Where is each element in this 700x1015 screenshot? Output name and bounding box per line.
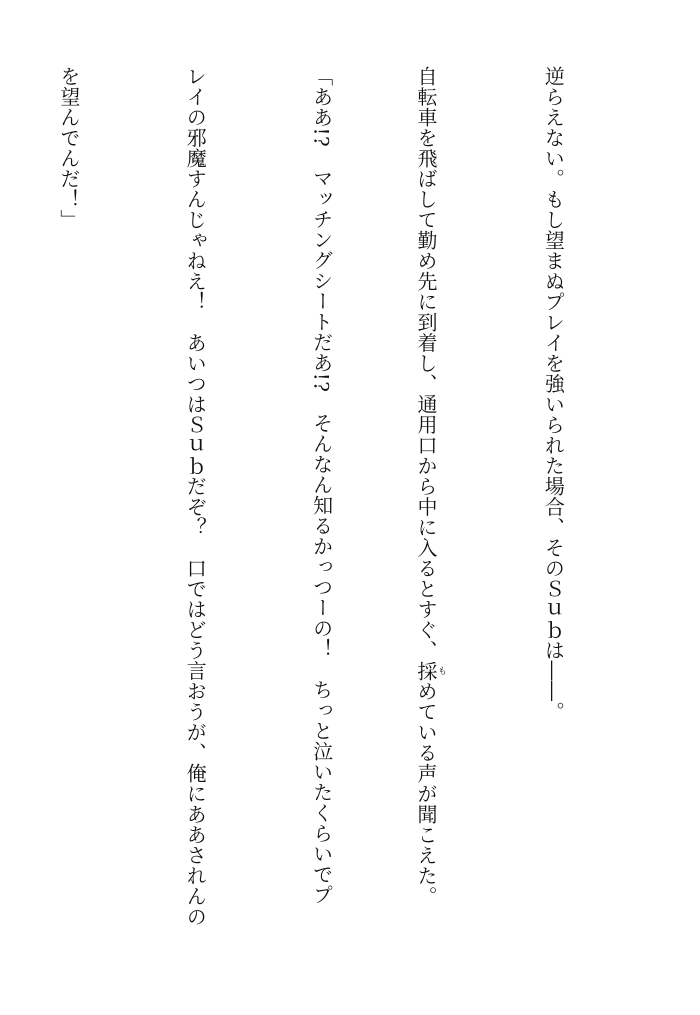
text-line-2-head: 自転車を飛ばして勤め先に到着し、通用口から中に入るとすぐ、 (414, 66, 439, 661)
text-line-2-ruby: 採も (414, 660, 447, 681)
text-line-1: 逆らえない。もし望まぬプレイを強いられた場合、そのＳｕｂは――。 (541, 66, 566, 722)
text-line-5: を望んでんだ！」 (56, 66, 81, 230)
vertical-text-body (0, 66, 660, 966)
text-line-3: 「ああ!? マッチングシートだあ!? そんなん知るかっつーの！ ちっと泣いたくらいでプ (309, 66, 334, 906)
text-line-4: レイの邪魔すんじゃねえ！ あいつはＳｕｂだぞ？ 口ではどう言おうが、俺にああされんの (183, 66, 208, 927)
text-line-2-tail: めている声が聞こえた。 (414, 681, 439, 907)
text-line-2 (408, 66, 446, 966)
